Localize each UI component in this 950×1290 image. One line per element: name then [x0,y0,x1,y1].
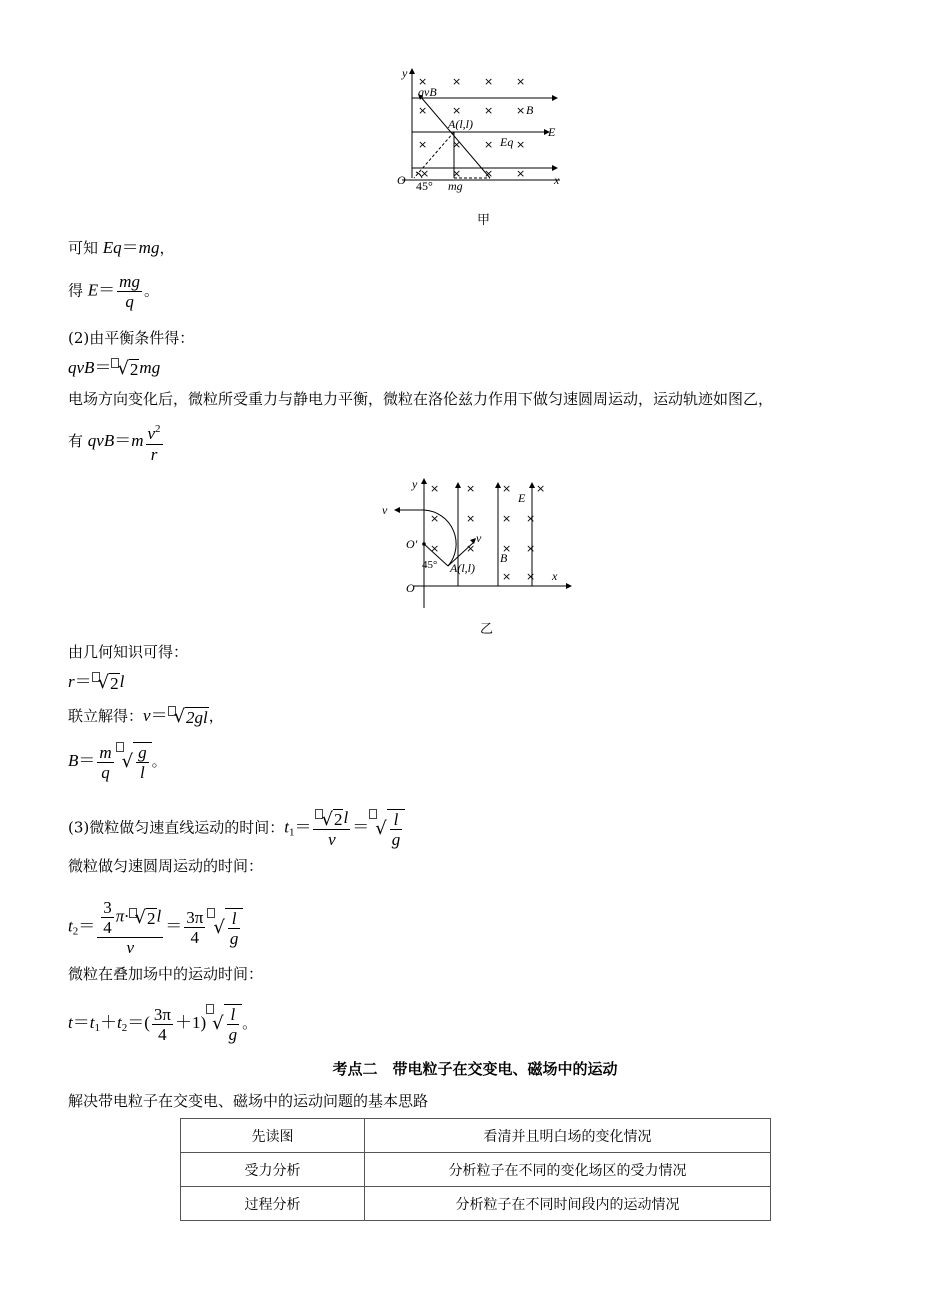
line-qvB: qvB＝ √2mg [68,358,161,380]
svg-text:×: × [526,542,536,555]
svg-text:A(l,l): A(l,l) [448,117,473,131]
svg-text:×: × [466,482,476,495]
svg-text:y: y [412,477,418,491]
svg-text:B: B [500,551,508,565]
svg-text:×: × [484,167,494,180]
svg-text:×: × [526,570,536,583]
svg-text:Eq: Eq [500,135,514,149]
svg-text:E: E [548,125,556,139]
svg-text:×: × [484,104,494,117]
table-cell: 看清并且明白场的变化情况 [365,1119,771,1153]
line-t1: (3)微粒做匀速直线运动的时间：$t_1=$ $\frac{√2l}{v}$ ＝ √ $\frac{l}{g}$ [68,808,405,849]
line-explanation: 电场方向变化后，微粒所受重力与静电力平衡，微粒在洛伦兹力作用下做匀速圆周运动，运动轨迹如图乙， [68,390,774,408]
table-cell: 分析粒子在不同时间段内的运动情况 [365,1187,771,1221]
svg-text:×: × [452,104,462,117]
svg-text:×: × [526,512,536,525]
svg-text:×: × [452,75,462,88]
svg-text:A(l,l): A(l,l) [450,561,475,575]
svg-text:v: v [382,503,388,517]
table-cell: 受力分析 [181,1153,365,1187]
approach-table [180,1118,771,1221]
svg-text:×: × [484,138,494,151]
svg-text:mg: mg [448,179,463,193]
line-balance: (2)由平衡条件得： [68,329,195,347]
line-E-formula: 得 E＝ $\frac{mg}{q}$ 。 [68,272,159,311]
table-row [181,1153,771,1187]
svg-text:×: × [536,482,546,495]
svg-text:E: E [518,491,526,505]
svg-text:×: × [502,570,512,583]
svg-text:×: × [418,138,428,151]
line-t2: $t_2=$ $\frac{3}{4}$ π· √2l v ＝ $\frac{3\pi}{4}$ √ $\frac{l}{g}$ [68,898,243,957]
svg-text:O: O [406,581,415,595]
svg-text:×: × [420,167,430,180]
svg-text:×: × [452,167,462,180]
figure-yi-caption: 乙 [480,622,494,637]
svg-text:×: × [502,482,512,495]
svg-text:x: x [552,569,558,583]
svg-text:×: × [516,138,526,151]
svg-text:y: y [402,66,408,80]
figure-jia-caption: 甲 [477,213,491,228]
svg-text:qvB: qvB [418,85,437,99]
svg-text:×: × [418,75,428,88]
line-r: r＝ √2l [68,672,125,694]
table-cell: 分析粒子在不同的变化场区的受力情况 [365,1153,771,1187]
line-circle-time: 微粒做匀速圆周运动的时间： [68,857,264,875]
line-qvB-mv2r: 有 qvB＝m $\frac{v^2}{r}$ [68,420,165,464]
svg-text:×: × [516,167,526,180]
svg-text:×: × [430,542,440,555]
svg-text:45°: 45° [416,179,433,193]
line-total-time-label: 微粒在叠加场中的运动时间： [68,965,264,983]
svg-text:×: × [502,512,512,525]
svg-text:×: × [466,542,476,555]
svg-text:×: × [502,542,512,555]
line-t-total: $t=t_1+t_2=$( $\frac{3\pi}{4}$ ＋1) √ $\frac{l}{g}$ 。 [68,1004,258,1044]
table-row [181,1119,771,1153]
section-heading: 考点二 带电粒子在交变电、磁场中的运动 [332,1060,618,1078]
svg-text:O′: O′ [406,537,418,551]
svg-text:45°: 45° [422,559,438,571]
svg-text:v: v [476,531,482,545]
svg-text:×: × [466,512,476,525]
svg-text:O: O [397,173,406,187]
svg-text:×: × [452,138,462,151]
line-eq-mg: 可知 Eq＝mg， [68,238,175,257]
svg-text:×: × [430,512,440,525]
line-geometry: 由几何知识可得： [68,643,189,661]
table-row [181,1187,771,1221]
svg-text:×: × [484,75,494,88]
svg-text:×: × [516,75,526,88]
line-v: 联立解得：v＝ √2gl， [68,706,224,728]
table-cell: 过程分析 [181,1187,365,1221]
table-cell: 先读图 [181,1119,365,1153]
figure-yi [380,476,580,616]
svg-text:×: × [430,482,440,495]
svg-text:×: × [516,104,526,117]
svg-text:×: × [418,104,428,117]
section-intro: 解决带电粒子在交变电、磁场中的运动问题的基本思路 [68,1092,429,1110]
crosses-yi [430,482,545,583]
svg-text:x: x [554,173,560,187]
line-B: B＝ $\frac{m}{q}$ √ $\frac{g}{l}$ 。 [68,742,167,782]
svg-text:B: B [526,103,534,117]
